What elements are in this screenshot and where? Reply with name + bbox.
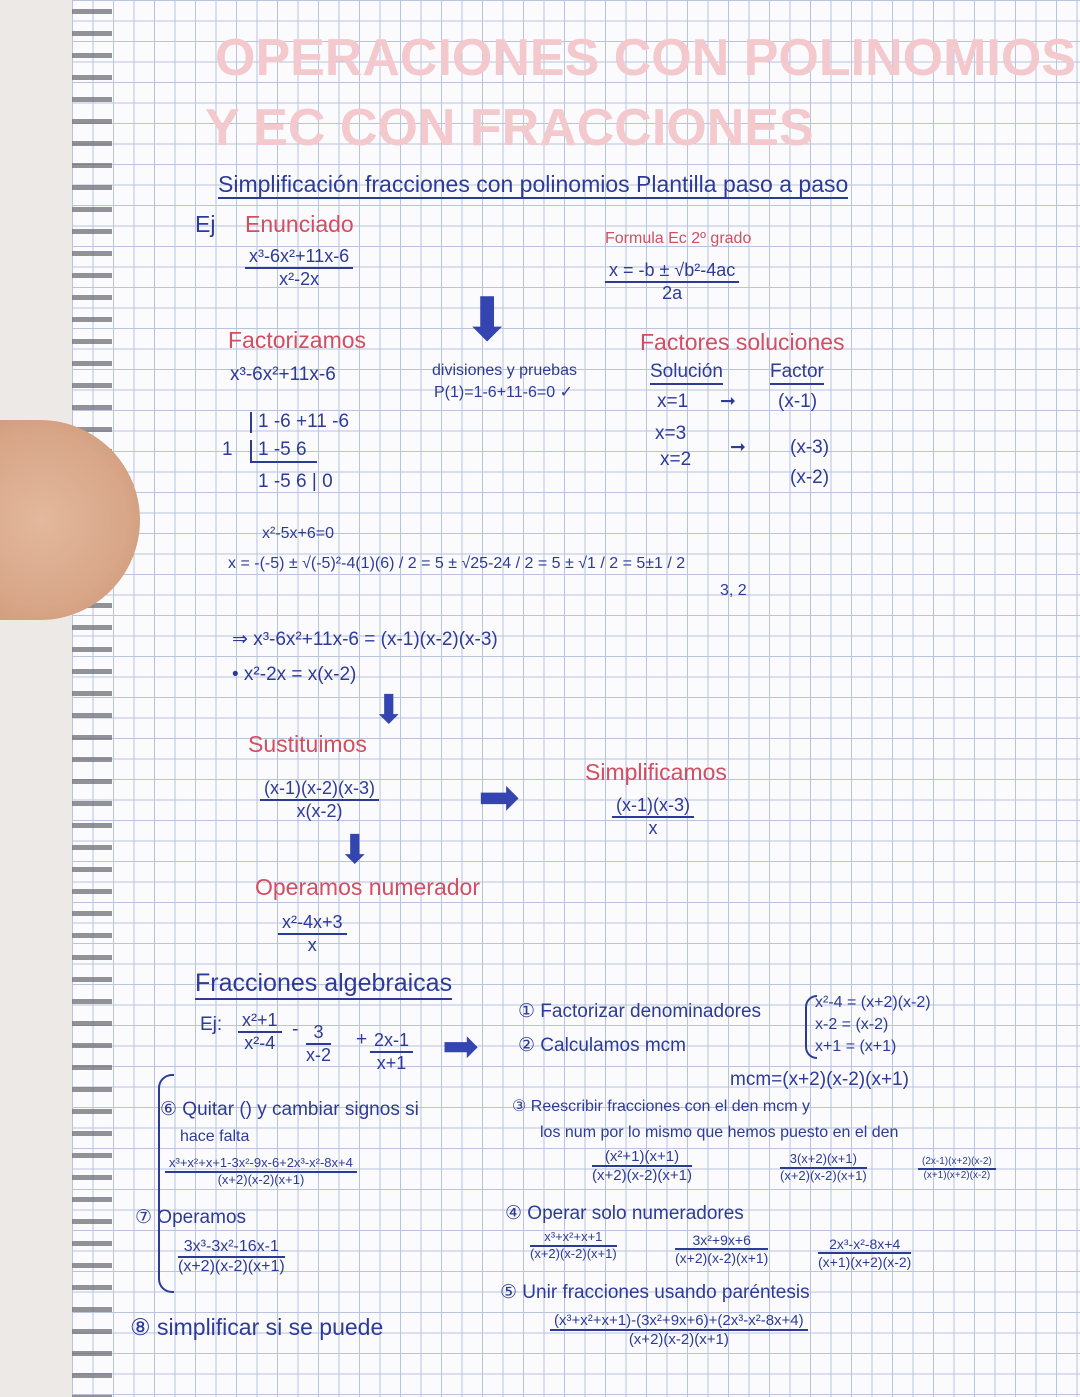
ruffini-row-2: 1 -5 6 [250,440,317,463]
denominator: (x+1)(x+2)(x-2) [818,1254,912,1271]
arrow-right-icon: ➞ [730,437,746,458]
page-title: Simplificación fracciones con polinomios Plantilla paso a paso [218,172,848,199]
step-5: ⑤ Unir fracciones usando paréntesis [500,1282,810,1303]
fraction-1 [238,1010,282,1053]
rewritten-fraction-2 [780,1152,867,1184]
denominator: (x+2)(x-2)(x+1) [628,1331,729,1349]
arrow-down-icon: ⬇ [462,286,513,353]
denominator: x²-2x [279,268,320,289]
numerator: x²+1 [238,1010,282,1033]
formula-label: Formula Ec 2º grado [605,230,752,247]
section-title: Fracciones algebraicas [195,970,452,1000]
factor-1: (x-1) [778,391,818,412]
denominator: (x+2)(x-2)(x+1) [178,1258,285,1276]
numerator: 3(x+2)(x+1) [780,1152,867,1169]
numerator: 2x³-x²-8x+4 [818,1236,911,1254]
united-fraction [550,1312,808,1349]
numerator-fraction-1 [530,1230,617,1262]
rewritten-fraction-3 [918,1156,996,1181]
quadratic-equation: x²-5x+6=0 [262,525,335,542]
denominator: x-2 [306,1044,332,1065]
numerator: x³-6x²+11x-6 [245,246,353,269]
numerator: (x²+1)(x+1) [592,1148,692,1167]
factor-header: Factor [770,362,824,385]
denominator: (x+2)(x-2)(x+1) [530,1245,617,1261]
sustituimos-label: Sustituimos [248,731,367,757]
denominator: x(x-2) [296,800,343,821]
arrow-right-icon: ➞ [720,391,736,412]
solution-2: x=3 [655,423,687,444]
numerator-fraction-3 [818,1236,911,1270]
denominator: (x+2)(x-2)(x+1) [592,1167,693,1185]
quadratic-formula [605,260,739,303]
denominator: 2a [662,282,683,303]
denominator: x [648,817,658,838]
arrow-down-icon: ⬇ [338,828,372,872]
fraction-2 [306,1022,331,1065]
numerator: x³+x²+x+1-3x²-9x-6+2x³-x²-8x+4 [165,1156,357,1173]
numerator: 3x³-3x²-16x-1 [178,1238,285,1258]
operator-plus: + [356,1029,368,1050]
numerator: (2x-1)(x+2)(x-2) [918,1156,996,1170]
solution-1: x=1 [657,391,689,412]
factorization-result: ⇒ x³-6x²+11x-6 = (x-1)(x-2)(x-3) [232,629,498,650]
divisiones-note: divisiones y pruebas [432,362,577,379]
numerator: x = -b ± √b²-4ac [605,260,739,283]
denominator: x²-4 [244,1032,276,1053]
simplificamos-label: Simplificamos [585,759,727,785]
step-2: ② Calculamos mcm [518,1035,687,1056]
step-7-fraction [178,1238,285,1277]
factor-item: x²-4 = (x+2)(x-2) [815,994,931,1011]
rewritten-fraction-1 [592,1148,692,1185]
denominator: x+1 [376,1052,407,1073]
denominator: (x+2)(x-2)(x+1) [217,1171,305,1187]
mcm-result: mcm=(x+2)(x-2)(x+1) [730,1069,909,1090]
operamos-fraction [278,912,347,955]
step-3-line-1: ③ Reescribir fracciones con el den mcm y [512,1098,810,1115]
factor-3: (x-2) [790,467,830,488]
step-7: ⑦ Operamos [135,1207,247,1228]
divisiones-check: P(1)=1-6+11-6=0 ✓ [434,384,573,401]
denominator: x [307,934,317,955]
quadratic-solution: x = -(-5) ± √(-5)²-4(1)(6) / 2 = 5 ± √25-24 / 2 = 5 ± √1 / 2 = 5±1 / 2 [228,555,686,572]
enunciado-label: Enunciado [245,211,354,237]
denominator: (x+2)(x-2)(x+1) [780,1167,867,1183]
factor-item: x+1 = (x+1) [815,1038,897,1055]
denominator: (x+1)(x+2)(x-2) [923,1169,991,1181]
arrow-down-icon: ⬇ [372,688,406,732]
ruffini-row-1: 1 -6 +11 -6 [250,412,349,433]
solucion-header: Solución [650,362,723,385]
numerator: 2x-1 [370,1030,413,1053]
step-3-line-2: los num por lo mismo que hemos puesto en el den [540,1124,899,1141]
step-6-fraction [165,1156,357,1188]
factores-label: Factores soluciones [640,329,845,355]
numerator: 3x²+9x+6 [675,1232,768,1250]
operator-minus: - [292,1019,299,1040]
denominator: (x+2)(x-2)(x+1) [675,1250,769,1267]
operamos-label: Operamos numerador [255,874,480,900]
factor-2: (x-3) [790,437,830,458]
ruffini-root: 1 [222,439,233,460]
numerator-fraction-2 [675,1232,768,1266]
factorizamos-label: Factorizamos [228,327,367,353]
fraction-3 [370,1030,413,1073]
arrow-right-icon: ➡ [478,769,520,825]
solution-3: x=2 [660,449,692,470]
arrow-right-icon: ➡ [442,1022,479,1071]
quadratic-roots: 3, 2 [720,582,747,599]
watermark-line-1: OPERACIONES CON POLINOMIOS [215,29,1076,87]
polynomial: x³-6x²+11x-6 [230,364,336,385]
ej-label: Ej: [200,1014,223,1035]
sustituimos-fraction [260,778,379,821]
spiral-binding [72,0,112,1397]
numerator: (x-1)(x-2)(x-3) [260,778,379,801]
enunciado-fraction [245,246,353,289]
numerator: x³+x²+x+1 [530,1230,617,1247]
ej-label: Ej [195,211,216,237]
step-6-line-2: hace falta [180,1128,250,1145]
watermark-line-2: Y EC CON FRACCIONES [205,99,814,157]
step-6-line-1: ⑥ Quitar () y cambiar signos si [160,1099,419,1120]
simplificamos-fraction [612,795,694,838]
step-1: ① Factorizar denominadores [518,1001,762,1022]
numerator: (x³+x²+x+1)-(3x²+9x+6)+(2x³-x²-8x+4) [550,1312,808,1331]
factor-item: x-2 = (x-2) [815,1016,889,1033]
denominator-factorization: • x²-2x = x(x-2) [232,664,357,685]
numerator: 3 [306,1022,331,1045]
step-4: ④ Operar solo numeradores [505,1203,744,1224]
ruffini-row-3: 1 -5 6 | 0 [258,471,333,492]
step-8: ⑧ simplificar si se puede [130,1314,384,1340]
numerator: x²-4x+3 [278,912,347,935]
numerator: (x-1)(x-3) [612,795,694,818]
